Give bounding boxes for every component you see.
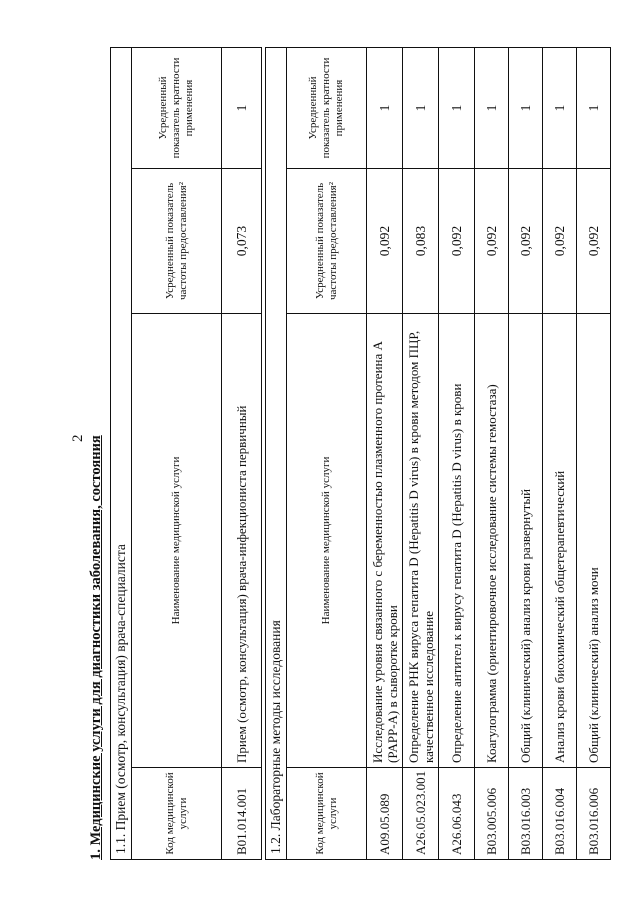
cell-mult: 1 xyxy=(439,47,475,168)
cell-code: A26.06.043 xyxy=(439,768,475,860)
section-title-row xyxy=(111,48,132,860)
cell-mult: 1 xyxy=(577,47,611,168)
table-row xyxy=(543,47,577,859)
section-title-row xyxy=(266,47,287,859)
main-heading: 1. Медицинские услуги для диагностики заболевания, состояния xyxy=(88,435,104,860)
cell-mult: 1 xyxy=(367,47,403,168)
cell-mult: 1 xyxy=(403,47,439,168)
table-row xyxy=(439,47,475,859)
header-freq: Усредненный показатель частоты предоставления² xyxy=(287,169,367,314)
cell-name: Определение РНК вируса гепатита D (Hepatitis D virus) в крови методом ПЦР, качественное исследование xyxy=(403,314,439,768)
cell-name: Общий (клинический) анализ мочи xyxy=(577,314,611,768)
cell-code: B03.005.006 xyxy=(475,768,509,860)
cell-freq: 0,092 xyxy=(577,169,611,314)
table-row xyxy=(367,47,403,859)
cell-freq: 0,092 xyxy=(475,169,509,314)
header-mult: Усредненный показатель кратности применения xyxy=(132,48,222,169)
section-title: 1.1. Прием (осмотр, консультация) врача-специалиста xyxy=(111,48,132,860)
table-row xyxy=(509,47,543,859)
table-row xyxy=(475,47,509,859)
cell-mult: 1 xyxy=(509,47,543,168)
cell-name: Коагулограмма (ориентировочное исследование системы гемостаза) xyxy=(475,314,509,768)
table-row xyxy=(577,47,611,859)
cell-mult: 1 xyxy=(475,47,509,168)
header-code: Код медицинской услуги xyxy=(287,768,367,860)
cell-code: B03.016.004 xyxy=(543,768,577,860)
cell-freq: 0,092 xyxy=(543,169,577,314)
cell-freq: 0,092 xyxy=(509,169,543,314)
cell-freq: 0,092 xyxy=(367,169,403,314)
header-row xyxy=(287,47,367,859)
cell-mult: 1 xyxy=(222,48,262,169)
header-name: Наименование медицинской услуги xyxy=(287,314,367,768)
table-row xyxy=(222,48,262,860)
cell-code: A26.05.023.001 xyxy=(403,768,439,860)
table-row xyxy=(403,47,439,859)
cell-freq: 0,083 xyxy=(403,169,439,314)
cell-code: A09.05.089 xyxy=(367,768,403,860)
cell-name: Анализ крови биохимический общетерапевтический xyxy=(543,314,577,768)
page-number: 2 xyxy=(70,434,86,442)
cell-code: B01.014.001 xyxy=(222,768,262,860)
cell-freq: 0,092 xyxy=(439,169,475,314)
cell-name: Исследование уровня связанного с беременностью плазменного протеина А (PAPP-A) в сыворотке крови xyxy=(367,314,403,768)
header-row xyxy=(132,48,222,860)
header-code: Код медицинской услуги xyxy=(132,768,222,860)
cell-code: B03.016.006 xyxy=(577,768,611,860)
document-page xyxy=(70,40,610,860)
cell-name: Прием (осмотр, консультация) врача-инфекциониста первичный xyxy=(222,314,262,768)
cell-code: B03.016.003 xyxy=(509,768,543,860)
cell-name: Общий (клинический) анализ крови развернутый xyxy=(509,314,543,768)
cell-freq: 0,073 xyxy=(222,169,262,314)
cell-mult: 1 xyxy=(543,47,577,168)
table-laboratory xyxy=(265,47,611,860)
header-mult: Усредненный показатель кратности применения xyxy=(287,47,367,168)
section-title: 1.2. Лабораторные методы исследования xyxy=(266,47,287,859)
cell-name: Определение антител к вирусу гепатита D (Hepatitis D virus) в крови xyxy=(439,314,475,768)
header-freq: Усредненный показатель частоты предоставления² xyxy=(132,169,222,314)
table-consultation xyxy=(110,47,262,860)
header-name: Наименование медицинской услуги xyxy=(132,314,222,768)
